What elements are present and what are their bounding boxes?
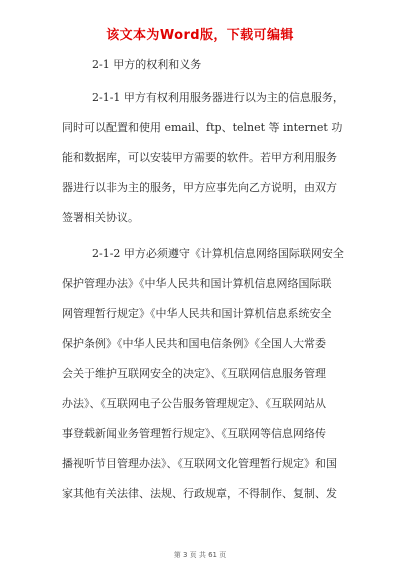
paragraph-line: 网管理暂行规定》《中华人民共和国计算机信息系统安全	[62, 307, 332, 320]
paragraph-line: 签署相关协议。	[62, 211, 139, 224]
paragraph-line: 保护条例》《中华人民共和国电信条例》《全国人大常委	[62, 337, 326, 350]
paragraph-line: 会关于维护互联网安全的决定》、《互联网信息服务管理	[62, 367, 326, 380]
paragraph-2-1-2	[62, 247, 347, 501]
download-banner: 该文本为Word版，下载可编辑	[106, 28, 294, 43]
page-number-footer: 第 3 页 共 61 页	[173, 551, 227, 559]
paragraph-2-1-1	[62, 91, 347, 225]
paragraph-line: 2-1-1 甲方有权利用服务器进行以为主的信息服务，	[92, 91, 344, 104]
paragraph-line: 器进行以非为主的服务，甲方应事先向乙方说明，由双方	[62, 181, 337, 194]
paragraph-line: 保护管理办法》《中华人民共和国计算机信息网络国际联	[62, 277, 332, 290]
paragraph-line: 能和数据库，可以安装甲方需要的软件。若甲方利用服务	[62, 151, 337, 164]
paragraph-line: 同时可以配置和使用 email、ftp、telnet 等 internet 功	[62, 121, 343, 134]
paragraph-line: 事登载新闻业务管理暂行规定》、《互联网等信息网络传	[62, 427, 326, 440]
section-heading: 2-1 甲方的权利和义务	[92, 58, 202, 71]
paragraph-line: 办法》、《互联网电子公告服务管理规定》、《互联网站从	[62, 397, 326, 410]
paragraph-line: 播视听节目管理办法》、《互联网文化管理暂行规定》和国	[62, 457, 337, 470]
paragraph-line: 2-1-2 甲方必须遵守《计算机信息网络国际联网安全	[92, 247, 344, 260]
paragraph-line: 家其他有关法律、法规、行政规章，不得制作、复制、发	[62, 487, 337, 500]
document-body	[62, 58, 347, 501]
